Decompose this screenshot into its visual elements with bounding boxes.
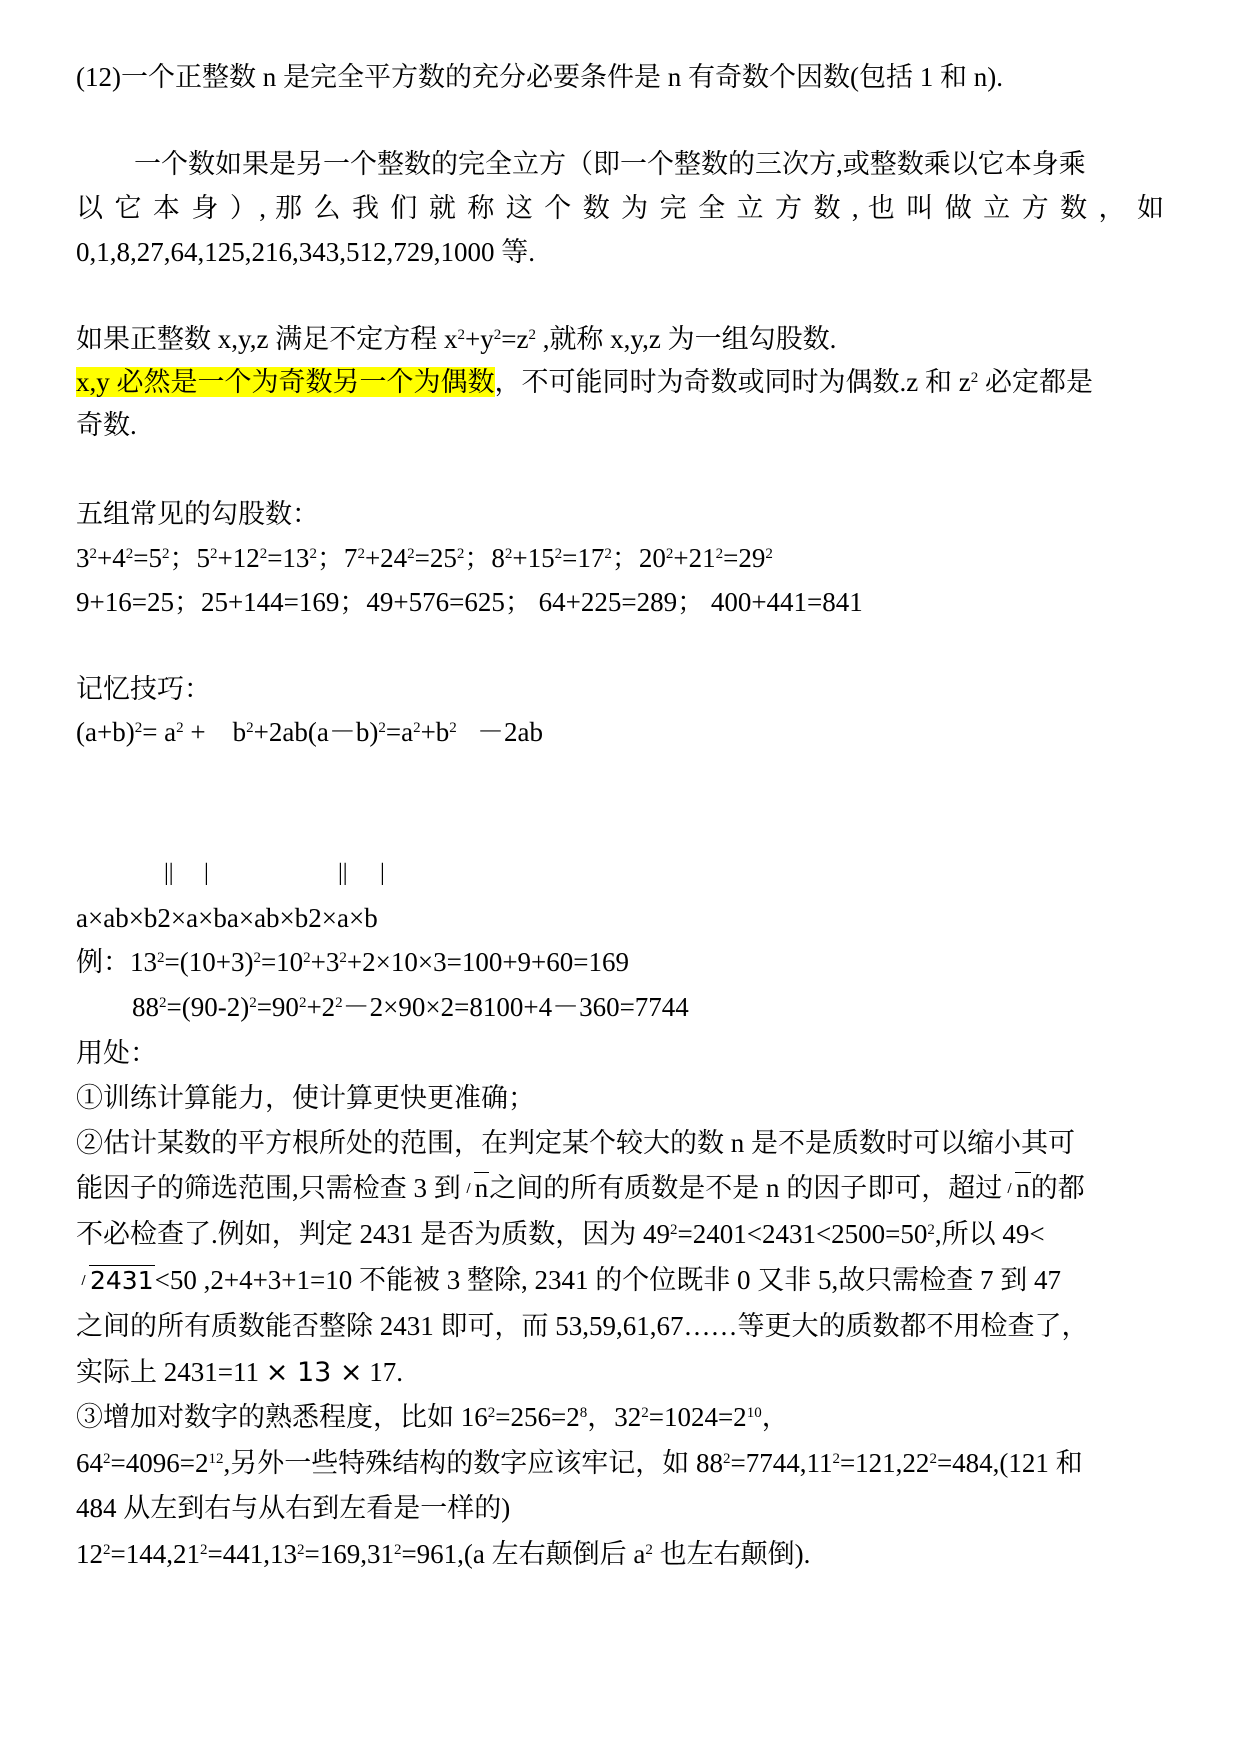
sup: 10 <box>746 1405 762 1421</box>
t: + b <box>183 717 247 747</box>
t: =7744,11 <box>730 1448 833 1478</box>
use-3-line-2 <box>76 1446 1083 1480</box>
t: =961,(a 左右颠倒后 a <box>401 1539 646 1569</box>
text: =z <box>501 324 529 354</box>
pyth-line-2 <box>76 365 1093 399</box>
five-sums-line: 9+16=25；25+144=169；49+576=625； 64+225=289； 400+441=841 <box>76 587 863 617</box>
t: ；7 <box>316 543 358 573</box>
use-2-line-5: 之间的所有质数能否整除 2431 即可，而 53,59,61,67……等更大的质数都不用检查了， <box>76 1311 1089 1341</box>
mark: || <box>164 860 174 886</box>
sup: 2 <box>199 1542 208 1558</box>
sup: 2 <box>134 720 143 736</box>
sup: 2 <box>765 546 773 562</box>
t: +2 <box>306 992 336 1022</box>
sup: 2 <box>357 546 365 562</box>
t: =29 <box>723 543 766 573</box>
text: 如果正整数 x,y,z 满足不定方程 x <box>76 324 458 354</box>
sqrt <box>1004 1171 1031 1205</box>
sup: 2 <box>929 1451 937 1467</box>
sup: 2 <box>449 720 457 736</box>
t: =25 <box>414 543 457 573</box>
five-title: 五组常见的勾股数： <box>76 499 319 529</box>
t: =4096=2 <box>110 1448 209 1478</box>
sup: 2 <box>554 546 563 562</box>
mark: || <box>338 860 348 886</box>
sqrt <box>78 1263 155 1298</box>
sup: 2 <box>715 546 724 562</box>
t: ，32 <box>587 1402 642 1432</box>
t: (a+b) <box>76 717 135 747</box>
t: <50 ,2+4+3+1=10 不能被 3 整除, 2341 的个位既非 0 又非 5,故只需检查 7 到 47 <box>154 1265 1062 1295</box>
sup: 2 <box>378 720 386 736</box>
t: 64 <box>76 1448 103 1478</box>
memo-expand: a×ab×b2×a×ba×ab×b2×a×b <box>76 903 378 933</box>
sup: 2 <box>125 546 134 562</box>
sup: 2 <box>722 1451 731 1467</box>
sup: 2 <box>103 1451 111 1467</box>
t: = a <box>142 717 177 747</box>
sup: 2 <box>249 995 257 1011</box>
memo-formula <box>76 715 543 749</box>
t: －2×90×2=8100+4－360=7744 <box>342 992 689 1022</box>
t: =169,31 <box>304 1539 394 1569</box>
t: 17. <box>362 1357 404 1387</box>
t: =17 <box>562 543 605 573</box>
sup: 2 <box>487 1405 496 1421</box>
t: 的都 <box>1030 1173 1085 1203</box>
sup: 2 <box>528 327 536 343</box>
t: +2×10×3=100+9+60=169 <box>346 947 629 977</box>
mark: | <box>380 860 385 886</box>
text: +y <box>464 324 494 354</box>
sup: 2 <box>296 1542 305 1558</box>
sup: 2 <box>259 546 268 562</box>
sup: 2 <box>335 995 343 1011</box>
sup: 2 <box>641 1405 649 1421</box>
t: ,另外一些特殊结构的数字应该牢记，如 88 <box>223 1448 723 1478</box>
text: ，不可能同时为奇数或同时为偶数.z 和 z <box>494 367 971 397</box>
t: 12 <box>76 1539 103 1569</box>
t: ,所以 49< <box>934 1219 1045 1249</box>
sup: 2 <box>645 1542 653 1558</box>
example-1 <box>76 945 629 979</box>
sup: 2 <box>604 546 612 562</box>
t: +15 <box>512 543 555 573</box>
t: +b <box>420 717 450 747</box>
sup: 2 <box>303 950 311 966</box>
t: =13 <box>267 543 310 573</box>
sup: 2 <box>832 1451 840 1467</box>
t: =(90-2) <box>166 992 250 1022</box>
t: +3 <box>310 947 340 977</box>
sup: 2 <box>103 1542 111 1558</box>
cube-line-1: 一个数如果是另一个整数的完全立方（即一个整数的三次方,或整数乘以它本身乘 <box>134 149 1086 179</box>
t: 例：13 <box>76 947 157 977</box>
t: =484,(121 和 <box>936 1448 1083 1478</box>
pyth-line-3: 奇数. <box>76 410 137 440</box>
sup: 2 <box>157 950 165 966</box>
t: +4 <box>97 543 126 573</box>
sup: 2 <box>665 546 674 562</box>
sup: 2 <box>493 327 502 343</box>
mark: | <box>204 860 209 886</box>
sup: 2 <box>246 720 254 736</box>
t: =121,22 <box>839 1448 930 1478</box>
t: ， <box>761 1402 789 1432</box>
sup: 2 <box>209 546 218 562</box>
sup: 2 <box>456 546 465 562</box>
sup: 2 <box>670 1222 678 1238</box>
five-squares-line <box>76 541 773 575</box>
t: ；5 <box>169 543 210 573</box>
use-title: 用处： <box>76 1038 157 1068</box>
t: 也左右颠倒). <box>652 1539 811 1569</box>
use-3-line-1 <box>76 1400 789 1434</box>
radicand: 2431 <box>90 1266 154 1295</box>
t: ③增加对数字的熟悉程度，比如 16 <box>76 1402 488 1432</box>
sup: 12 <box>208 1451 224 1467</box>
t: =(10+3) <box>164 947 254 977</box>
radicand: n <box>1016 1173 1030 1203</box>
sup: 2 <box>89 546 97 562</box>
sup: 2 <box>176 720 184 736</box>
t: =256=2 <box>495 1402 580 1432</box>
sup: 2 <box>339 950 347 966</box>
sup: 2 <box>413 720 421 736</box>
t: 不必检查了.例如，判定 2431 是否为质数，因为 49 <box>76 1219 670 1249</box>
use-1: ①训练计算能力，使计算更快更准确； <box>76 1083 535 1113</box>
sup: 8 <box>579 1405 588 1421</box>
sup: 2 <box>504 546 513 562</box>
t: =10 <box>260 947 304 977</box>
t: =a <box>385 717 414 747</box>
text: 必定都是 <box>978 367 1093 397</box>
sup: 2 <box>393 1542 402 1558</box>
example-2 <box>132 990 689 1024</box>
t: ；8 <box>464 543 505 573</box>
t: =5 <box>133 543 162 573</box>
t: × 13 × <box>265 1357 363 1388</box>
t: +2ab(a－b) <box>253 717 379 747</box>
use-3-line-3: 484 从左到右与从右到左看是一样的) <box>76 1493 511 1523</box>
t: +12 <box>217 543 260 573</box>
t: 能因子的筛选范围,只需检查 3 到 <box>76 1173 461 1203</box>
sqrt <box>463 1171 490 1205</box>
t: =144,21 <box>110 1539 200 1569</box>
radicand: n <box>474 1173 489 1203</box>
pyth-line-1 <box>76 322 836 356</box>
use-2-line-4 <box>76 1263 1061 1298</box>
text: ,就称 x,y,z 为一组勾股数. <box>535 324 837 354</box>
t: =90 <box>256 992 299 1022</box>
sup: 2 <box>253 950 261 966</box>
use-2-line-2 <box>76 1171 1085 1205</box>
t: =441,13 <box>207 1539 297 1569</box>
sup: 2 <box>457 327 465 343</box>
para-12-line-1: (12)一个正整数 n 是完全平方数的充分必要条件是 n 有奇数个因数(包括 1 和 n). <box>76 62 1003 92</box>
memo-title: 记忆技巧： <box>76 674 211 704</box>
use-2-line-3 <box>76 1217 1045 1251</box>
sup: 2 <box>159 995 167 1011</box>
t: +24 <box>364 543 408 573</box>
use-2-line-1: ②估计某数的平方根所处的范围，在判定某个较大的数 n 是不是质数时可以缩小其可 <box>76 1128 1075 1158</box>
t: 3 <box>76 543 90 573</box>
t: 之间的所有质数是不是 n 的因子即可，超过 <box>489 1173 1003 1203</box>
sup: 2 <box>309 546 317 562</box>
sup: 2 <box>161 546 170 562</box>
t: +21 <box>673 543 716 573</box>
sup: 2 <box>407 546 415 562</box>
t: 实际上 2431=11 <box>76 1357 266 1387</box>
sup: 2 <box>927 1222 935 1238</box>
sup: 2 <box>970 370 979 386</box>
t: =1024=2 <box>648 1402 747 1432</box>
use-3-line-4 <box>76 1537 810 1571</box>
t: ；20 <box>611 543 666 573</box>
use-2-line-6 <box>76 1355 403 1390</box>
cube-line-3: 0,1,8,27,64,125,216,343,512,729,1000 等. <box>76 237 535 267</box>
t: 88 <box>132 992 159 1022</box>
t: =2401<2431<2500=50 <box>677 1219 928 1249</box>
t: －2ab <box>456 717 544 747</box>
cube-line-2: 以 它 本 身 ）, 那 么 我 们 就 称 这 个 数 为 完 全 立 方 数 , 也 叫 做 立 方 数 ， 如 <box>76 193 1164 223</box>
sup: 2 <box>298 995 307 1011</box>
highlighted-text: x,y 必然是一个为奇数另一个为偶数 <box>76 367 495 397</box>
